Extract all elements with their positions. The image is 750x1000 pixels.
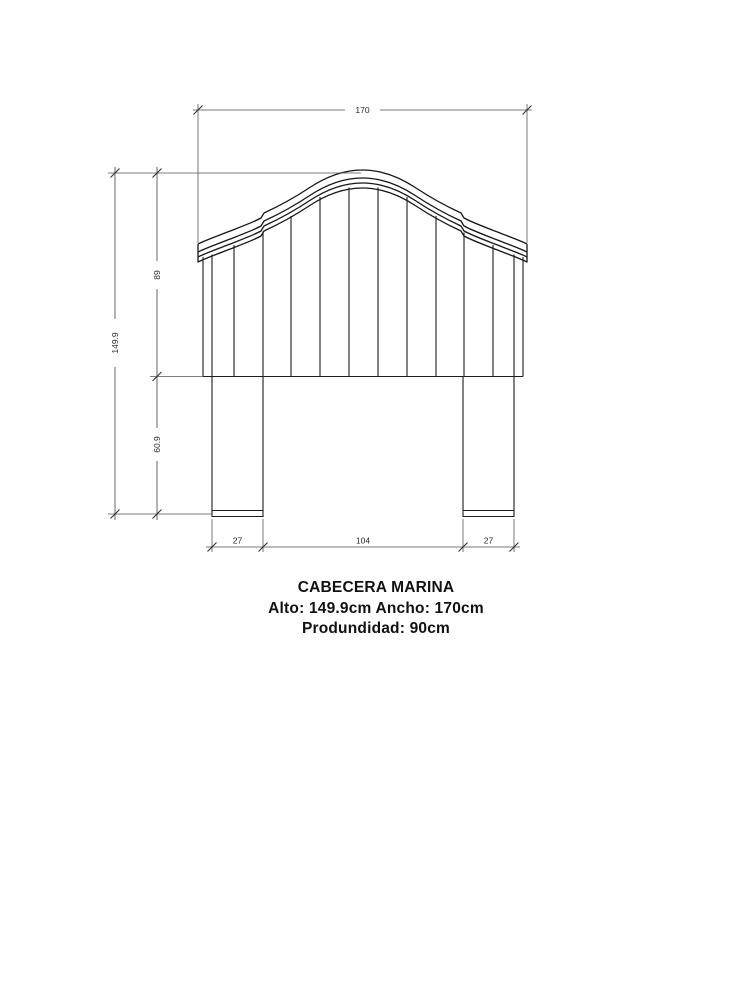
dim-label-left-leg: 27 (232, 535, 243, 546)
crown-molding (198, 170, 527, 263)
left-leg (212, 377, 263, 518)
dim-label-total-height: 149.9 (110, 332, 120, 354)
crown-curve-bottom (198, 188, 527, 262)
title-block (0, 578, 750, 640)
drawing-size-line: Alto: 149.9cm Ancho: 170cm (268, 599, 484, 617)
dimension-total-width (193, 104, 532, 243)
slat-panel (203, 188, 523, 377)
dim-label-right-leg: 27 (483, 535, 494, 546)
dim-label-total-width: 170 (355, 105, 370, 115)
dimension-panel-heights (150, 167, 203, 520)
dim-label-center-span: 104 (355, 535, 371, 546)
right-leg (463, 377, 514, 518)
drawing-title: CABECERA MARINA (297, 579, 455, 596)
drawing-depth-line: Produndidad: 90cm (301, 620, 451, 637)
dim-label-lower-height: 60.9 (152, 436, 162, 453)
crown-curve-band-2 (198, 183, 527, 257)
dim-label-upper-height: 89 (152, 270, 162, 280)
crown-curve-band-1 (198, 178, 527, 252)
dimension-bottom-widths (206, 519, 520, 552)
